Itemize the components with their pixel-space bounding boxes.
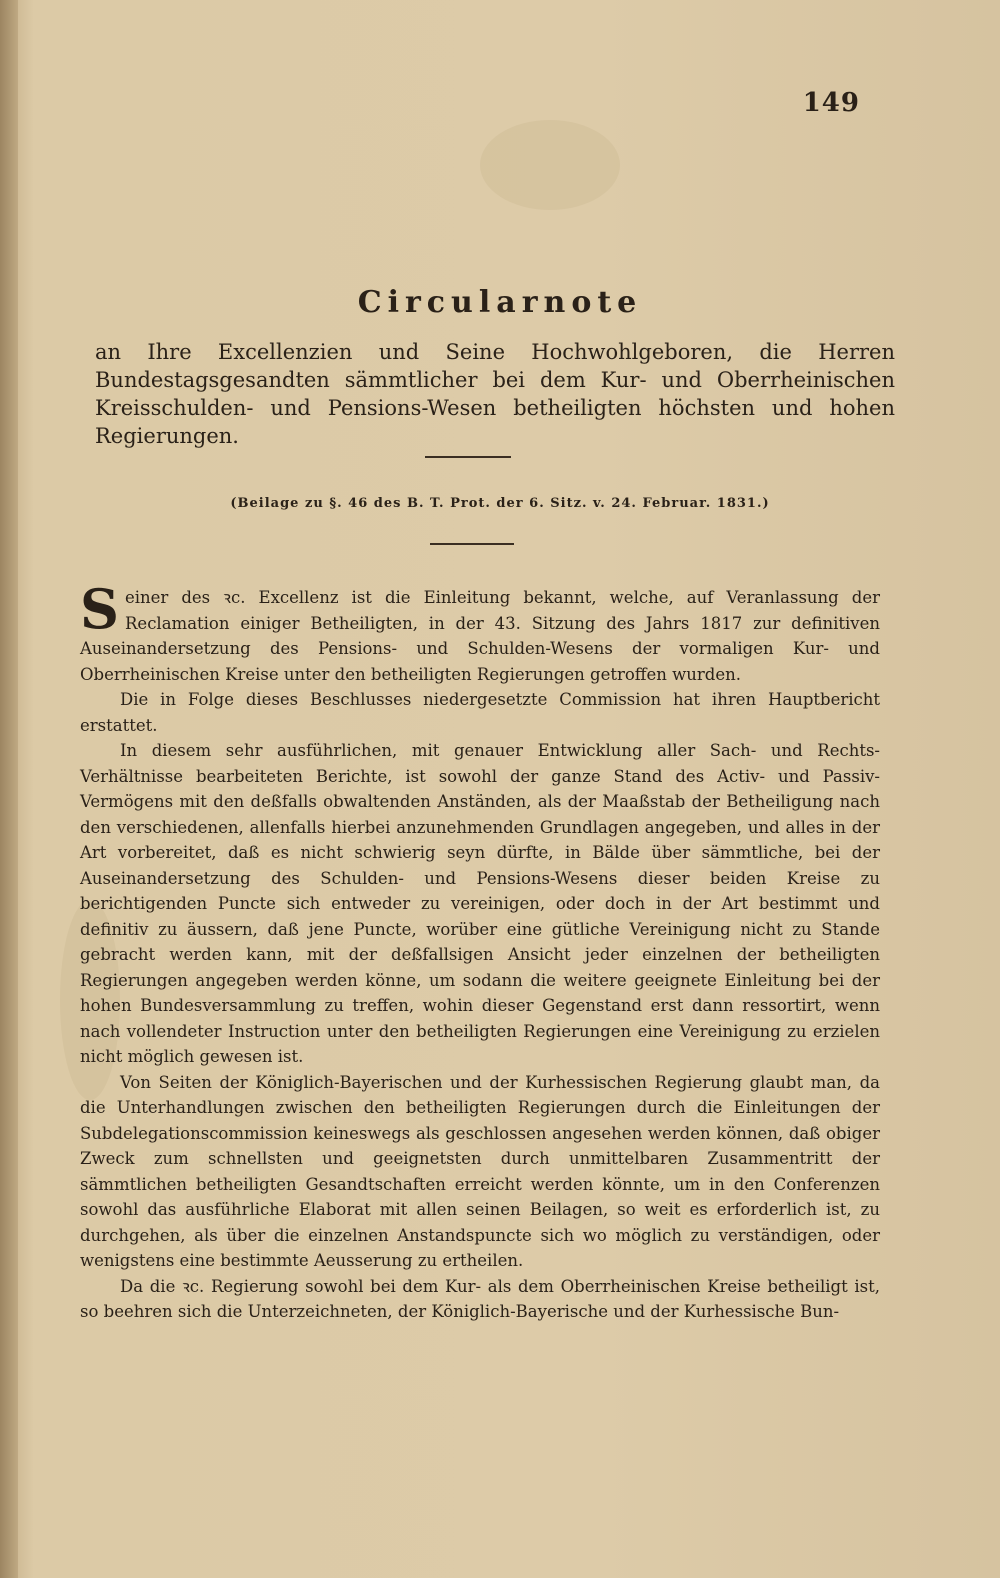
divider-rule bbox=[430, 543, 514, 545]
appendix-note: (Beilage zu §. 46 des B. T. Prot. der 6. Sitz. v. 24. Februar. 1831.) bbox=[230, 496, 770, 511]
body-text bbox=[80, 577, 880, 1325]
address-text: an Ihre Excellenzien und Seine Hochwohlgeboren, die Herren Bundestagsgesandten sämmtlicher bei dem Kur- und Oberrheinischen Kreisschulden- und Pensions-Wesen betheiligten höchsten und hohen Regierungen. bbox=[95, 340, 895, 448]
paper-stain bbox=[480, 120, 620, 210]
paragraph: Die in Folge dieses Beschlusses niedergesetzte Commission hat ihren Hauptbericht erstattet. bbox=[80, 690, 880, 735]
paragraph: Von Seiten der Königlich-Bayerischen und der Kurhessischen Regierung glaubt man, da die Unterhandlungen zwischen den betheiligten Regierungen durch die Einleitungen der Subdelegationscommission keineswegs als geschlossen angesehen werden können, daß obiger Zweck zum schnellsten und geeignetsten durch unmittelbaren Zusammentritt der sämmtlichen betheiligten Gesandtschaften erreicht werden könnte, um in den Conferenzen sowohl das ausführliche Elaborat mit allen seinen Beilagen, so weit es erforderlich ist, zu durchgehen, als über die einzelnen Anstandspuncte sich wo möglich zu verständigen, oder wenigstens eine bestimmte Aeusserung zu ertheilen. bbox=[80, 1072, 880, 1270]
page-number: 149 bbox=[802, 88, 860, 118]
paragraph: Da die ꝛc. Regierung sowohl bei dem Kur- als dem Oberrheinischen Kreise betheiligt ist, so beehren sich die Unterzeichneten, der Königlich-Bayerische und der Kurhessische Bun- bbox=[80, 1276, 880, 1321]
paragraph bbox=[80, 577, 880, 687]
address-block bbox=[95, 338, 895, 450]
document-title: Circularnote bbox=[357, 285, 643, 320]
page-binding-edge bbox=[0, 0, 18, 1578]
divider-rule bbox=[425, 456, 511, 458]
paragraph-text: einer des ꝛc. Excellenz ist die Einleitung bekannt, welche, auf Veranlassung der Reclamation einiger Betheiligten, in der 43. Sitzung des Jahrs 1817 zur definitiven Auseinandersetzung des Pensions- und Schulden-Wesens der vormaligen Kur- und Oberrheinischen Kreise unter den betheiligten Regierungen getroffen wurden. bbox=[80, 588, 880, 684]
drop-cap: S bbox=[80, 577, 119, 641]
paragraph: In diesem sehr ausführlichen, mit genauer Entwicklung aller Sach- und Rechts-Verhältnisse bearbeiteten Berichte, ist sowohl der ganze Stand des Activ- und Passiv-Vermögens mit den deßfalls obwaltenden Anständen, als der Maaßstab der Betheiligung nach den verschiedenen, allenfalls hierbei anzunehmenden Grundlagen angegeben, und alles in der Art vorbereitet, daß es nicht schwierig seyn dürfte, in Bälde über sämmtliche, bei der Auseinandersetzung des Schulden- und Pensions-Wesens dieser beiden Kreise zu berichtigenden Puncte sich entweder zu vereinigen, oder doch in der Art bestimmt und definitiv zu äussern, daß jene Puncte, worüber eine gütliche Vereinigung nicht zu Stande gebracht werden kann, mit der deßfallsigen Ansicht jeder einzelnen der betheiligten Regierungen angegeben werden könne, um sodann die weitere geeignete Einleitung bei der hohen Bundesversammlung zu treffen, wohin dieser Gegenstand erst dann ressortirt, wenn nach vollendeter Instruction unter den betheiligten Regierungen eine Vereinigung zu erzielen nicht möglich gewesen ist. bbox=[80, 741, 880, 1066]
